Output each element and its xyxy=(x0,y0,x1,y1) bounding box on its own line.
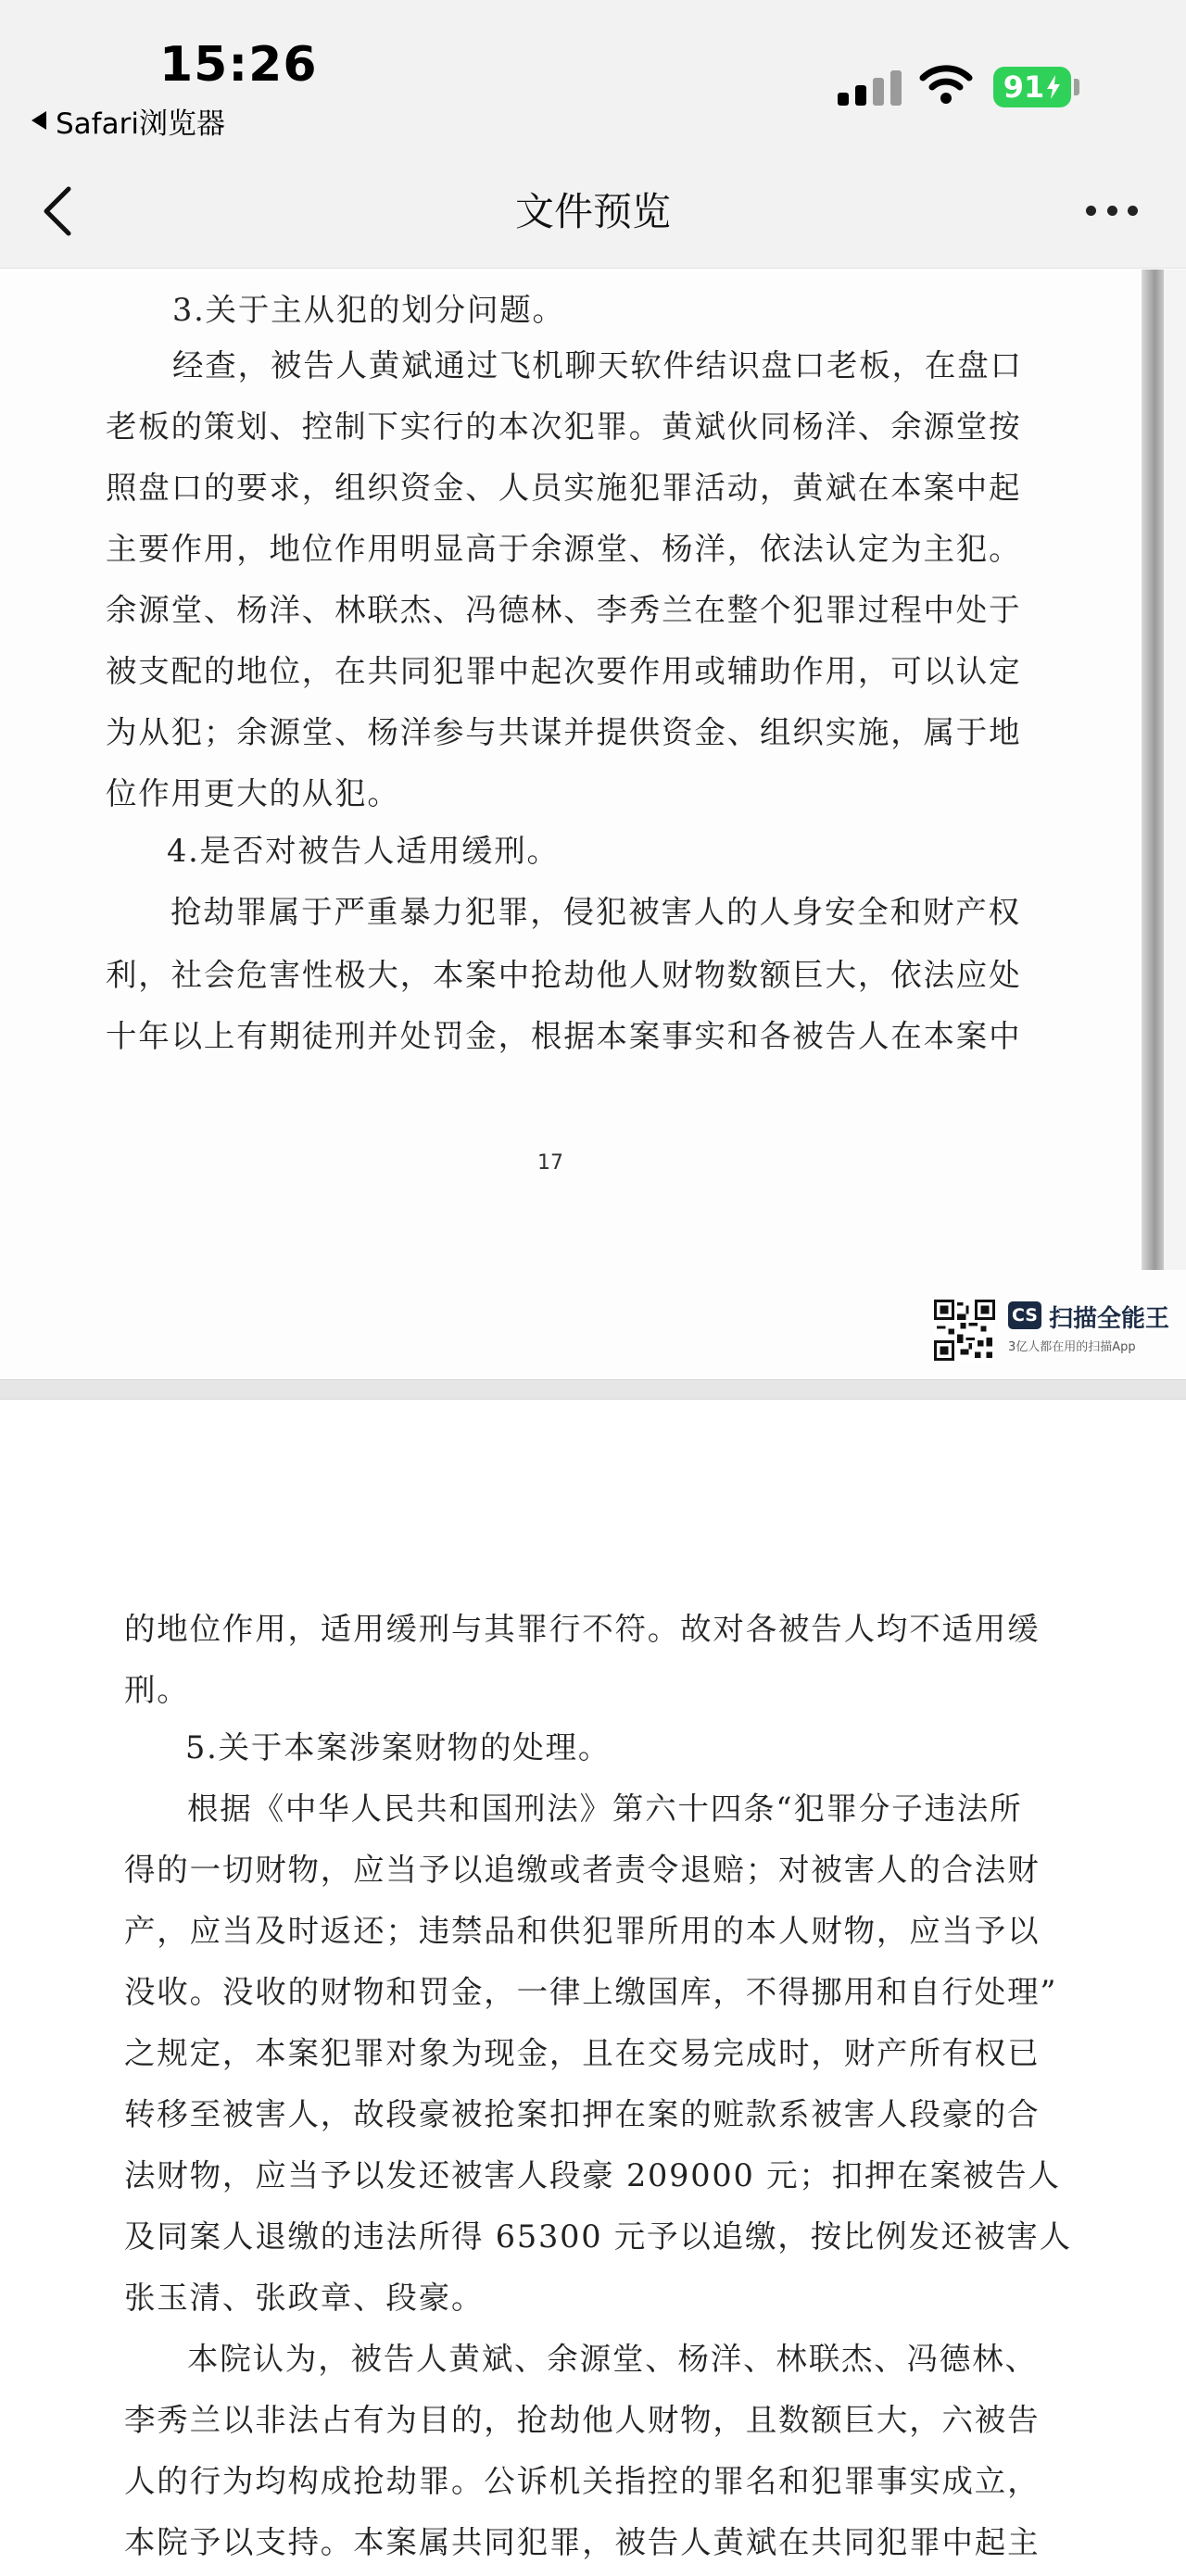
back-app-label: Safari浏览器 xyxy=(56,107,225,141)
charging-bolt-icon xyxy=(1046,75,1061,99)
doc-line: 刑。 xyxy=(124,1672,190,1708)
top-bar xyxy=(0,0,1186,269)
wifi-icon xyxy=(919,61,973,106)
doc-line: 本院认为，被告人黄斌、余源堂、杨洋、林联杰、冯德林、 xyxy=(187,2341,1038,2377)
doc-line: 位作用更大的从犯。 xyxy=(106,775,400,811)
doc-line: 张玉清、张政章、段豪。 xyxy=(124,2280,485,2316)
doc-line: 余源堂、杨洋、林联杰、冯德林、李秀兰在整个犯罪过程中处于 xyxy=(106,592,1022,628)
doc-line: 产，应当及时返还；违禁品和供犯罪所用的本人财物，应当予以 xyxy=(124,1913,1041,1949)
qr-code-icon xyxy=(934,1300,995,1361)
doc-line: 经查，被告人黄斌通过飞机聊天软件结识盘口老板，在盘口 xyxy=(172,347,1023,383)
back-to-safari-button[interactable] xyxy=(32,100,225,141)
doc-line: 转移至被害人，故段豪被抢案扣押在案的赃款系被害人段豪的合 xyxy=(124,2096,1041,2132)
doc-line: 抢劫罪属于严重暴力犯罪，侵犯被害人的人身安全和财产权 xyxy=(170,894,1021,930)
watermark-tagline: 3亿人都在用的扫描App xyxy=(1008,1340,1136,1354)
doc-line: 5.关于本案涉案财物的处理。 xyxy=(185,1729,612,1766)
doc-line: 为从犯；余源堂、杨洋参与共谋并提供资金、组织实施，属于地 xyxy=(106,714,1022,750)
cellular-signal-icon xyxy=(838,69,902,106)
battery-level: 91 xyxy=(1003,69,1045,105)
page-separator xyxy=(0,1379,1186,1400)
more-options-icon[interactable] xyxy=(1086,204,1138,217)
doc-line: 根据《中华人民共和国刑法》第六十四条“犯罪分子违法所 xyxy=(187,1791,1023,1827)
status-time: 15:26 xyxy=(159,37,318,93)
page-title: 文件预览 xyxy=(514,189,671,234)
doc-line: 照盘口的要求，组织资金、人员实施犯罪活动，黄斌在本案中起 xyxy=(106,470,1022,506)
doc-line: 及同案人退缴的违法所得 65300 元予以追缴，按比例发还被害人 xyxy=(124,2218,1072,2255)
doc-line: 被支配的地位，在共同犯罪中起次要作用或辅助作用，可以认定 xyxy=(106,653,1022,689)
doc-line: 人的行为均构成抢劫罪。公诉机关指控的罪名和犯罪事实成立， xyxy=(124,2463,1041,2499)
doc-line: 本院予以支持。本案属共同犯罪，被告人黄斌在共同犯罪中起主 xyxy=(124,2524,1041,2560)
document-page-18[interactable] xyxy=(0,1400,1186,2576)
doc-line: 3.关于主从犯的划分问题。 xyxy=(172,292,565,328)
doc-line: 得的一切财物，应当予以追缴或者责令退赔；对被害人的合法财 xyxy=(124,1852,1041,1888)
doc-line: 的地位作用，适用缓刑与其罪行不符。故对各被告人均不适用缓 xyxy=(124,1611,1041,1647)
doc-line: 4.是否对被告人适用缓刑。 xyxy=(167,833,560,869)
back-triangle-icon xyxy=(32,111,46,130)
watermark-brand: 扫描全能王 xyxy=(1049,1305,1170,1333)
doc-line: 十年以上有期徒刑并处罚金，根据本案事实和各被告人在本案中 xyxy=(106,1018,1022,1054)
battery-cap xyxy=(1074,79,1079,95)
doc-line: 利，社会危害性极大，本案中抢劫他人财物数额巨大，依法应处 xyxy=(106,957,1022,993)
doc-line: 老板的策划、控制下实行的本次犯罪。黄斌伙同杨洋、余源堂按 xyxy=(106,408,1022,445)
doc-line: 主要作用，地位作用明显高于余源堂、杨洋，依法认定为主犯。 xyxy=(106,531,1022,567)
document-page-17[interactable] xyxy=(0,270,1186,1379)
doc-line: 没收。没收的财物和罚金，一律上缴国库，不得挪用和自行处理” xyxy=(124,1974,1058,2010)
battery-icon xyxy=(993,67,1071,107)
camscanner-logo: CS xyxy=(1008,1301,1041,1329)
doc-line: 之规定，本案犯罪对象为现金，且在交易完成时，财产所有权已 xyxy=(124,2035,1041,2071)
page-edge-shadow xyxy=(1142,270,1164,1270)
doc-line: 李秀兰以非法占有为目的，抢劫他人财物，且数额巨大，六被告 xyxy=(124,2402,1041,2438)
page-number: 17 xyxy=(537,1151,563,1175)
doc-line: 法财物，应当予以发还被害人段豪 209000 元；扣押在案被告人 xyxy=(124,2157,1061,2193)
page-edge xyxy=(1164,270,1186,1270)
